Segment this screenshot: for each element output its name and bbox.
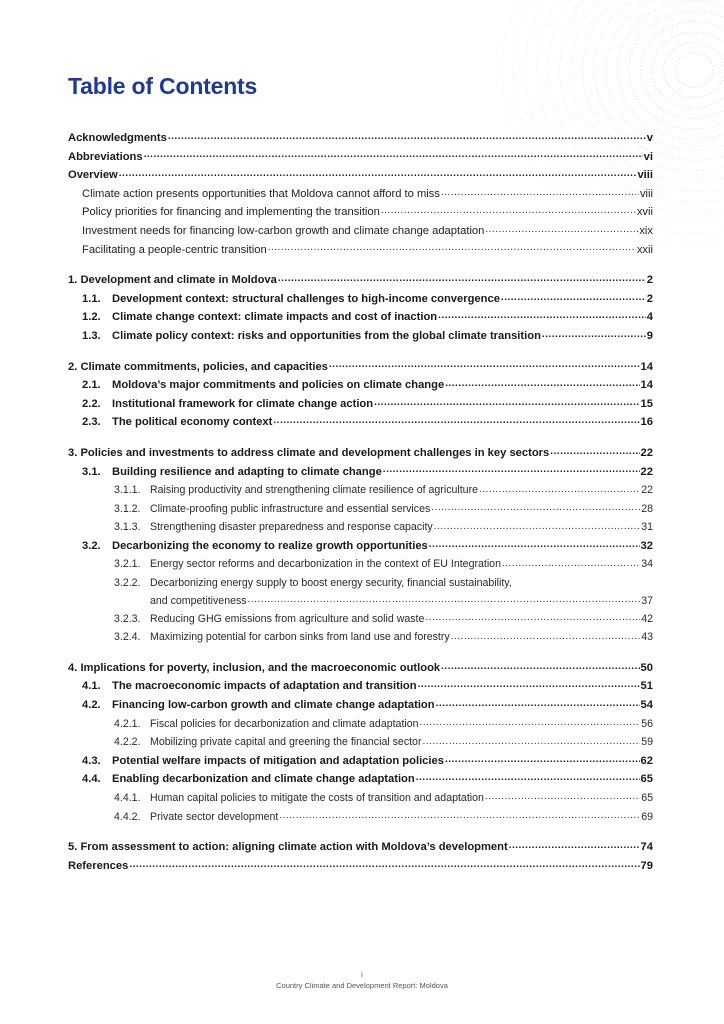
toc-entry-label: Abbreviations (68, 150, 143, 163)
toc-entry-page: 74 (640, 841, 653, 854)
toc-entry-number: 1.1. (82, 292, 101, 305)
toc-dot-leader (501, 291, 646, 302)
toc-entry[interactable] (68, 500, 653, 519)
toc-entry-page: 22 (640, 465, 653, 478)
decor-contour-ring (652, 32, 724, 108)
toc-dot-leader (431, 501, 640, 512)
toc-entry-label: Human capital policies to mitigate the costs of transition and adaptation (150, 792, 484, 804)
toc-dot-leader (279, 809, 640, 820)
toc-dot-leader (420, 716, 641, 727)
toc-entry-page: 15 (640, 397, 653, 410)
toc-entry[interactable] (68, 395, 653, 414)
toc-entry[interactable] (68, 327, 653, 346)
toc-entry[interactable] (68, 838, 653, 857)
toc-entry-number: 3.2.3. (114, 612, 141, 625)
toc-entry-page: 65 (641, 792, 653, 804)
toc-entry-number: 4.4.1. (114, 792, 141, 804)
toc-entry-number: 3.1.1. (114, 484, 141, 497)
section-gap (68, 826, 653, 838)
toc-entry-label: The political economy context (112, 416, 273, 429)
toc-entry-label: Private sector development (150, 810, 279, 823)
toc-dot-leader (329, 358, 640, 369)
toc-dot-leader (278, 272, 646, 283)
toc-entry-page: 59 (641, 736, 653, 749)
toc-entry-page: xix (639, 224, 653, 237)
toc-entry-page: 50 (640, 661, 653, 674)
toc-entry[interactable] (68, 659, 653, 678)
toc-entry-label: Enabling decarbonization and climate change adaptation (112, 773, 415, 786)
decor-contour-ring (606, 0, 724, 150)
toc-entry-page: xxii (636, 243, 653, 256)
toc-dot-leader (441, 660, 639, 671)
page-footer (0, 969, 724, 991)
toc-entry-page: 65 (640, 773, 653, 786)
toc-entry-label: Financing low-carbon growth and climate change adaptation (112, 699, 435, 712)
toc-entry[interactable] (68, 481, 653, 500)
toc-entry[interactable] (68, 413, 653, 432)
toc-entry-label: Institutional framework for climate change action (112, 397, 374, 410)
toc-entry-number: 2.3. (82, 416, 101, 429)
toc-entry-label: References (68, 859, 129, 872)
toc-dot-leader (441, 186, 639, 197)
toc-entry-label: The macroeconomic impacts of adaptation and transition (112, 680, 417, 693)
toc-entry-number: 4.3. (82, 754, 101, 767)
decor-contour-ring (617, 1, 724, 140)
toc-entry[interactable] (68, 444, 653, 463)
decor-contour-ring (640, 22, 724, 119)
decor-contour-ring (675, 53, 713, 87)
toc-dot-leader (434, 520, 641, 531)
toc-dot-leader (374, 396, 639, 407)
toc-entry-page: 32 (640, 539, 653, 552)
toc-entry-label: 3. Policies and investments to address climate and development challenges in key sectors (68, 446, 550, 459)
toc-entry-page: 4 (646, 311, 653, 324)
toc-entry-number: 3.2. (82, 539, 101, 552)
toc-entry-page: 22 (641, 484, 653, 497)
table-of-contents (68, 129, 653, 875)
toc-entry[interactable] (68, 593, 653, 610)
toc-entry-label: Climate policy context: risks and opportunities from the global climate transition (112, 329, 541, 342)
toc-entry-label: Overview (68, 169, 118, 182)
toc-entry[interactable] (68, 290, 653, 309)
toc-entry-page: 2 (646, 292, 653, 305)
toc-entry-page: 51 (640, 680, 653, 693)
toc-dot-leader (381, 204, 636, 215)
toc-entry-label: Moldova’s major commitments and policies on climate change (112, 379, 445, 392)
toc-entry-label: Facilitating a people-centric transition (82, 243, 267, 256)
toc-entry-page: xvii (636, 206, 653, 219)
toc-entry-label: Building resilience and adapting to climate change (112, 465, 382, 478)
toc-entry-page: 79 (640, 859, 653, 872)
toc-entry-label: 2. Climate commitments, policies, and capacities (68, 360, 328, 373)
toc-dot-leader (445, 753, 640, 764)
toc-entry[interactable] (68, 574, 653, 593)
toc-entry-page: 14 (640, 379, 653, 392)
toc-entry[interactable] (68, 308, 653, 327)
decor-contour-ring (664, 42, 724, 97)
toc-entry-page: 31 (641, 521, 653, 534)
toc-entry-page: 56 (641, 717, 653, 730)
toc-dot-leader (436, 697, 640, 708)
toc-entry-label: Climate action presents opportunities that Moldova cannot afford to miss (82, 187, 440, 200)
toc-entry[interactable] (68, 129, 653, 148)
toc-entry-label: 1. Development and climate in Moldova (68, 274, 277, 287)
toc-entry-label: Energy sector reforms and decarbonization in the context of EU Integration (150, 558, 501, 571)
toc-entry-label: Decarbonizing the economy to realize growth opportunities (112, 539, 428, 552)
section-gap (68, 346, 653, 358)
toc-dot-leader (248, 593, 641, 604)
toc-dot-leader (383, 463, 640, 474)
toc-entry-number: 4.1. (82, 680, 101, 693)
toc-entry-page: 69 (641, 810, 653, 823)
toc-entry-label: Strengthening disaster preparedness and response capacity (150, 521, 433, 534)
toc-entry-number: 4.4. (82, 773, 101, 786)
toc-dot-leader (445, 377, 639, 388)
section-gap (68, 432, 653, 444)
toc-dot-leader (485, 223, 638, 234)
toc-entry-label: Development context: structural challenges to high-income convergence (112, 292, 500, 305)
toc-entry-page: vi (643, 150, 653, 163)
toc-dot-leader (168, 130, 646, 141)
toc-entry[interactable] (68, 376, 653, 395)
toc-dot-leader (416, 771, 640, 782)
toc-entry-number: 4.4.2. (114, 810, 141, 823)
toc-dot-leader (144, 148, 643, 159)
toc-entry-number: 3.2.1. (114, 558, 141, 571)
toc-entry-number: 3.1. (82, 465, 101, 478)
toc-entry[interactable] (68, 537, 653, 556)
toc-dot-leader (129, 858, 639, 869)
toc-entry-number: 4.2. (82, 699, 101, 712)
toc-entry[interactable] (68, 770, 653, 789)
toc-entry-page: 42 (641, 612, 653, 625)
toc-entry-number: 3.2.2. (114, 577, 141, 590)
toc-entry[interactable] (68, 715, 653, 734)
footer-report-title: Country Climate and Development Report: Moldova (276, 981, 448, 990)
toc-entry-page: v (646, 132, 653, 144)
toc-entry-label: Raising productivity and strengthening climate resilience of agriculture (150, 484, 478, 497)
toc-dot-leader (485, 790, 640, 801)
toc-entry-page: 22 (640, 446, 653, 459)
toc-entry[interactable] (68, 358, 653, 377)
toc-entry-label: Climate-proofing public infrastructure and essential services (150, 502, 431, 515)
toc-entry-label: Policy priorities for financing and implementing the transition (82, 206, 380, 219)
toc-entry-number: 2.1. (82, 379, 101, 392)
toc-dot-leader (119, 167, 637, 178)
toc-dot-leader (438, 309, 646, 320)
toc-entry-number: 4.2.2. (114, 736, 141, 749)
toc-entry[interactable] (68, 222, 653, 241)
toc-entry-number: 3.2.4. (114, 631, 141, 644)
toc-entry-page: 28 (641, 502, 653, 515)
toc-entry[interactable] (68, 733, 653, 752)
toc-entry-number: 2.2. (82, 397, 101, 410)
toc-entry-number: 1.2. (82, 311, 101, 324)
page-title: Table of Contents (68, 73, 258, 99)
toc-entry[interactable] (68, 696, 653, 715)
toc-entry-page: 34 (641, 558, 653, 571)
toc-entry[interactable] (68, 752, 653, 771)
toc-dot-leader (425, 611, 640, 622)
toc-entry-label: Investment needs for financing low-carbon growth and climate change adaptation (82, 224, 485, 237)
toc-entry-label: Potential welfare impacts of mitigation and adaptation policies (112, 754, 444, 767)
toc-dot-leader (268, 241, 636, 252)
toc-entry-page: 43 (641, 631, 653, 644)
toc-entry[interactable] (68, 166, 653, 185)
toc-dot-leader (273, 414, 639, 425)
toc-dot-leader (550, 445, 639, 456)
toc-entry[interactable] (68, 555, 653, 574)
toc-dot-leader (429, 538, 640, 549)
toc-entry-label: 5. From assessment to action: aligning climate action with Moldova’s development (68, 841, 508, 854)
toc-entry[interactable] (68, 857, 653, 876)
toc-entry[interactable] (68, 808, 653, 827)
toc-entry[interactable] (68, 463, 653, 482)
toc-entry-label: Mobilizing private capital and greening the financial sector (150, 736, 422, 749)
toc-dot-leader (542, 328, 646, 339)
toc-entry[interactable] (68, 628, 653, 647)
section-gap (68, 259, 653, 271)
toc-entry-number: 1.3. (82, 329, 101, 342)
toc-entry-label: Decarbonizing energy supply to boost energy security, financial sustainability, (150, 577, 512, 590)
toc-entry-label: Climate change context: climate impacts and cost of inaction (112, 311, 438, 324)
toc-entry-page: 16 (640, 416, 653, 429)
toc-dot-leader (509, 839, 640, 850)
decor-contour-ring (629, 11, 724, 129)
toc-entry-label: and competitiveness (150, 594, 247, 607)
toc-entry-label: Maximizing potential for carbon sinks from land use and forestry (150, 631, 450, 644)
toc-entry-number: 3.1.3. (114, 521, 141, 534)
toc-entry-page: 2 (646, 274, 653, 287)
toc-entry-number: 4.2.1. (114, 717, 141, 730)
toc-entry-label: Fiscal policies for decarbonization and climate adaptation (150, 717, 419, 730)
toc-entry-page: viii (637, 169, 653, 182)
toc-entry[interactable] (68, 789, 653, 808)
toc-entry-label: Acknowledgments (68, 132, 167, 144)
toc-entry[interactable] (68, 241, 653, 260)
toc-entry-number: 3.1.2. (114, 502, 141, 515)
section-gap (68, 647, 653, 659)
toc-dot-leader (502, 557, 640, 568)
toc-entry[interactable] (68, 271, 653, 290)
toc-dot-leader (418, 678, 640, 689)
toc-entry-page: 62 (640, 754, 653, 767)
toc-dot-leader (422, 735, 640, 746)
toc-entry[interactable] (68, 610, 653, 629)
toc-entry[interactable] (68, 677, 653, 696)
toc-entry-page: 54 (640, 699, 653, 712)
toc-entry-page: 37 (641, 594, 653, 607)
toc-entry[interactable] (68, 518, 653, 537)
footer-page-number: i (361, 970, 363, 979)
toc-entry-page: 9 (646, 329, 653, 342)
toc-dot-leader (479, 483, 640, 494)
toc-dot-leader (451, 630, 641, 641)
toc-entry-label: Reducing GHG emissions from agriculture and solid waste (150, 612, 425, 625)
toc-entry-page: viii (639, 187, 653, 200)
toc-entry-label: 4. Implications for poverty, inclusion, and the macroeconomic outlook (68, 661, 441, 674)
toc-entry[interactable] (68, 203, 653, 222)
toc-entry[interactable] (68, 148, 653, 167)
toc-entry-page: 14 (640, 360, 653, 373)
toc-entry[interactable] (68, 185, 653, 204)
